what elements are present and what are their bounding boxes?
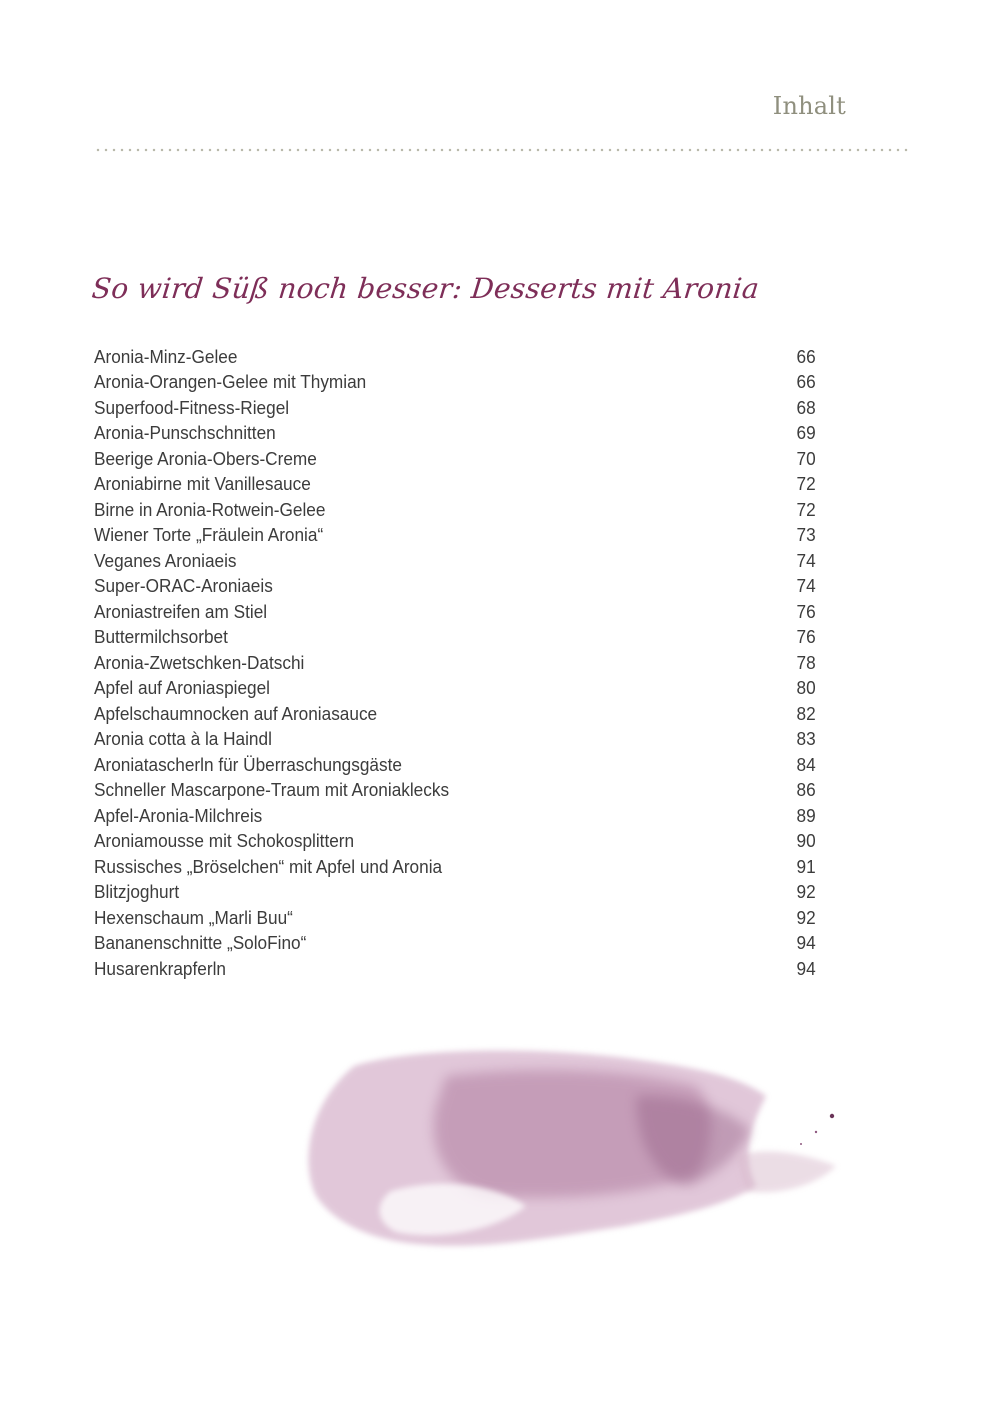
toc-entry-title: Aroniabirne mit Vanillesauce	[94, 473, 311, 495]
running-head: Inhalt	[772, 92, 846, 120]
toc-entry-page: 91	[796, 855, 816, 877]
toc-entry-page: 90	[796, 830, 816, 852]
toc-entry	[94, 956, 816, 982]
toc-entry-title: Aronia-Zwetschken-Datschi	[94, 651, 305, 673]
table-of-contents	[94, 344, 816, 982]
toc-entry-title: Aroniastreifen am Stiel	[94, 600, 268, 622]
toc-entry	[94, 523, 816, 549]
toc-entry-title: Blitzjoghurt	[94, 881, 180, 903]
toc-entry	[94, 497, 816, 523]
toc-entry-title: Russisches „Bröselchen“ mit Apfel und Aronia	[94, 855, 443, 877]
toc-entry-page: 66	[796, 345, 816, 367]
toc-entry-page: 83	[796, 728, 816, 750]
toc-entry-title: Wiener Torte „Fräulein Aronia“	[94, 524, 324, 546]
toc-entry	[94, 395, 816, 421]
toc-entry-title: Buttermilchsorbet	[94, 626, 228, 648]
toc-entry-title: Aronia-Minz-Gelee	[94, 345, 238, 367]
toc-entry-page: 86	[796, 779, 816, 801]
toc-entry-title: Super-ORAC-Aroniaeis	[94, 575, 273, 597]
toc-entry	[94, 778, 816, 804]
toc-entry	[94, 931, 816, 957]
toc-entry-title: Apfel-Aronia-Milchreis	[94, 804, 263, 826]
toc-entry-page: 76	[796, 626, 816, 648]
toc-entry-page: 84	[796, 753, 816, 775]
toc-entry-title: Superfood-Fitness-Riegel	[94, 396, 290, 418]
toc-entry-page: 94	[796, 957, 816, 979]
toc-entry	[94, 599, 816, 625]
toc-entry-page: 70	[796, 447, 816, 469]
toc-entry-page: 68	[796, 396, 816, 418]
toc-entry-page: 74	[796, 549, 816, 571]
toc-entry-title: Bananenschnitte „SoloFino“	[94, 932, 307, 954]
toc-entry	[94, 854, 816, 880]
toc-entry-title: Aronia-Orangen-Gelee mit Thymian	[94, 371, 367, 393]
toc-entry-title: Birne in Aronia-Rotwein-Gelee	[94, 498, 326, 520]
toc-entry	[94, 472, 816, 498]
toc-entry	[94, 574, 816, 600]
toc-entry	[94, 446, 816, 472]
toc-entry	[94, 701, 816, 727]
toc-entry-title: Aronia-Punschschnitten	[94, 422, 276, 444]
toc-entry-page: 82	[796, 702, 816, 724]
watercolor-splash-image	[296, 1036, 888, 1272]
toc-entry	[94, 829, 816, 855]
toc-entry-page: 72	[796, 498, 816, 520]
toc-entry	[94, 421, 816, 447]
toc-entry-title: Apfel auf Aroniaspiegel	[94, 677, 271, 699]
toc-entry-title: Schneller Mascarpone-Traum mit Aroniaklecks	[94, 779, 450, 801]
toc-entry	[94, 370, 816, 396]
toc-entry-page: 74	[796, 575, 816, 597]
toc-entry-page: 92	[796, 906, 816, 928]
toc-entry-title: Aroniamousse mit Schokosplittern	[94, 830, 355, 852]
toc-entry	[94, 548, 816, 574]
toc-entry	[94, 625, 816, 651]
toc-entry	[94, 344, 816, 370]
toc-entry-page: 73	[796, 524, 816, 546]
toc-entry-page: 92	[796, 881, 816, 903]
toc-entry-page: 69	[796, 422, 816, 444]
toc-entry-page: 76	[796, 600, 816, 622]
toc-entry	[94, 752, 816, 778]
toc-entry	[94, 676, 816, 702]
toc-entry-page: 94	[796, 932, 816, 954]
toc-entry-page: 80	[796, 677, 816, 699]
toc-entry-page: 89	[796, 804, 816, 826]
toc-entry-page: 72	[796, 473, 816, 495]
section-title: So wird Süß noch besser: Desserts mit Aronia	[90, 272, 761, 305]
toc-entry	[94, 905, 816, 931]
toc-entry-title: Aroniatascherln für Überraschungsgäste	[94, 753, 402, 775]
toc-entry	[94, 803, 816, 829]
toc-entry-title: Aronia cotta à la Haindl	[94, 728, 272, 750]
toc-entry-title: Husarenkrapferln	[94, 957, 226, 979]
toc-entry-page: 78	[796, 651, 816, 673]
toc-entry-title: Hexenschaum „Marli Buu“	[94, 906, 293, 928]
dotted-divider	[94, 148, 912, 152]
toc-entry	[94, 650, 816, 676]
toc-entry-title: Apfelschaumnocken auf Aroniasauce	[94, 702, 378, 724]
toc-entry-title: Beerige Aronia-Obers-Creme	[94, 447, 317, 469]
toc-entry-page: 66	[796, 371, 816, 393]
toc-entry	[94, 727, 816, 753]
toc-entry	[94, 880, 816, 906]
toc-entry-title: Veganes Aroniaeis	[94, 549, 237, 571]
